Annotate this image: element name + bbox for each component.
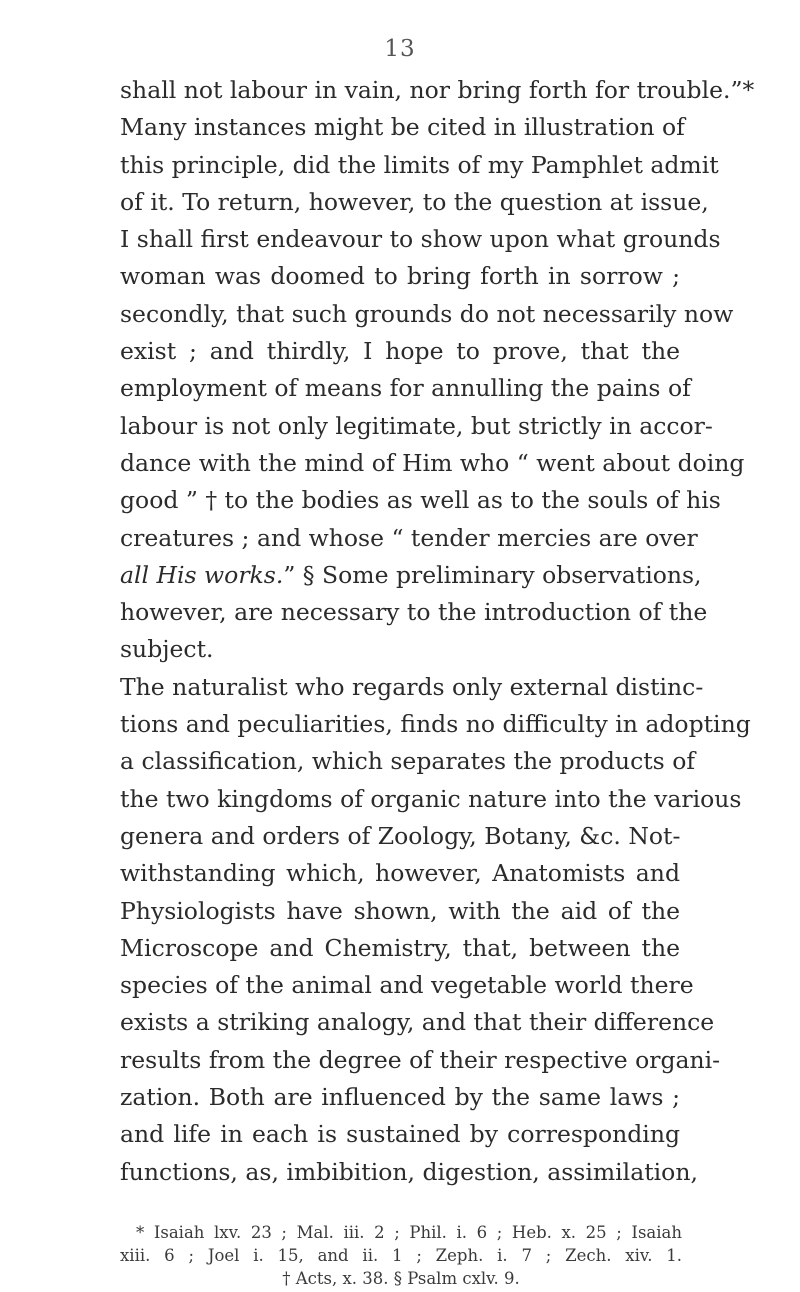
text-line: woman was doomed to bring forth in sorrow ;: [120, 262, 680, 291]
text-line: shall not labour in vain, nor bring forth for trouble.”*: [120, 76, 755, 104]
text-line: Many instances might be cited in illustration of: [120, 113, 685, 142]
text-fragment: ” § Some preliminary observations,: [283, 560, 702, 589]
text-line: labour is not only legitimate, but strictly in accor-: [120, 411, 713, 440]
text-line: however, are necessary to the introduction of the: [120, 598, 708, 627]
text-line: exists a striking analogy, and that their difference: [120, 1008, 715, 1037]
footnote-line: * Isaiah lxv. 23 ; Mal. iii. 2 ; Phil. i. 6 ; Heb. x. 25 ; Isaiah: [136, 1223, 682, 1242]
text-line: and life in each is sustained by corresponding: [120, 1120, 680, 1149]
text-line: I shall first endeavour to show upon what grounds: [120, 225, 721, 254]
text-line: the two kingdoms of organic nature into the various: [120, 784, 742, 813]
text-line: functions, as, imbibition, digestion, assimilation,: [120, 1157, 698, 1186]
text-line: Microscope and Chemistry, that, between the: [120, 933, 680, 962]
text-line: genera and orders of Zoology, Botany, &c. Not-: [120, 821, 681, 850]
text-line: a classification, which separates the products of: [120, 747, 696, 776]
footnotes: [120, 1221, 682, 1290]
text-line: secondly, that such grounds do not necessarily now: [120, 299, 734, 328]
text-line-with-italic: [120, 557, 702, 594]
text-line: dance with the mind of Him who “ went about doing: [120, 448, 745, 477]
footnote-line: xiii. 6 ; Joel i. 15, and ii. 1 ; Zeph. i. 7 ; Zech. xiv. 1.: [120, 1246, 682, 1265]
text-line: zation. Both are influenced by the same laws ;: [120, 1083, 680, 1112]
text-line: employment of means for annulling the pains of: [120, 374, 691, 403]
text-line: The naturalist who regards only external distinc-: [120, 672, 704, 701]
text-line: species of the animal and vegetable world there: [120, 971, 694, 1000]
body-text: [120, 72, 755, 1191]
text-line: subject.: [120, 635, 214, 664]
text-line: exist ; and thirdly, I hope to prove, that the: [120, 337, 680, 366]
text-line: withstanding which, however, Anatomists and: [120, 859, 680, 888]
text-line: results from the degree of their respective organi-: [120, 1045, 721, 1074]
text-line: this principle, did the limits of my Pamphlet admit: [120, 150, 719, 179]
footnote-line: † Acts, x. 38. § Psalm cxlv. 9.: [282, 1269, 520, 1288]
text-line: tions and peculiarities, finds no difficulty in adopting: [120, 710, 751, 739]
text-line: good ” † to the bodies as well as to the souls of his: [120, 486, 721, 515]
text-line: Physiologists have shown, with the aid of the: [120, 896, 680, 925]
italic-phrase: all His works.: [120, 560, 284, 589]
text-line: creatures ; and whose “ tender mercies are over: [120, 523, 698, 552]
page-number: 13: [384, 36, 416, 62]
text-line: of it. To return, however, to the question at issue,: [120, 187, 709, 216]
